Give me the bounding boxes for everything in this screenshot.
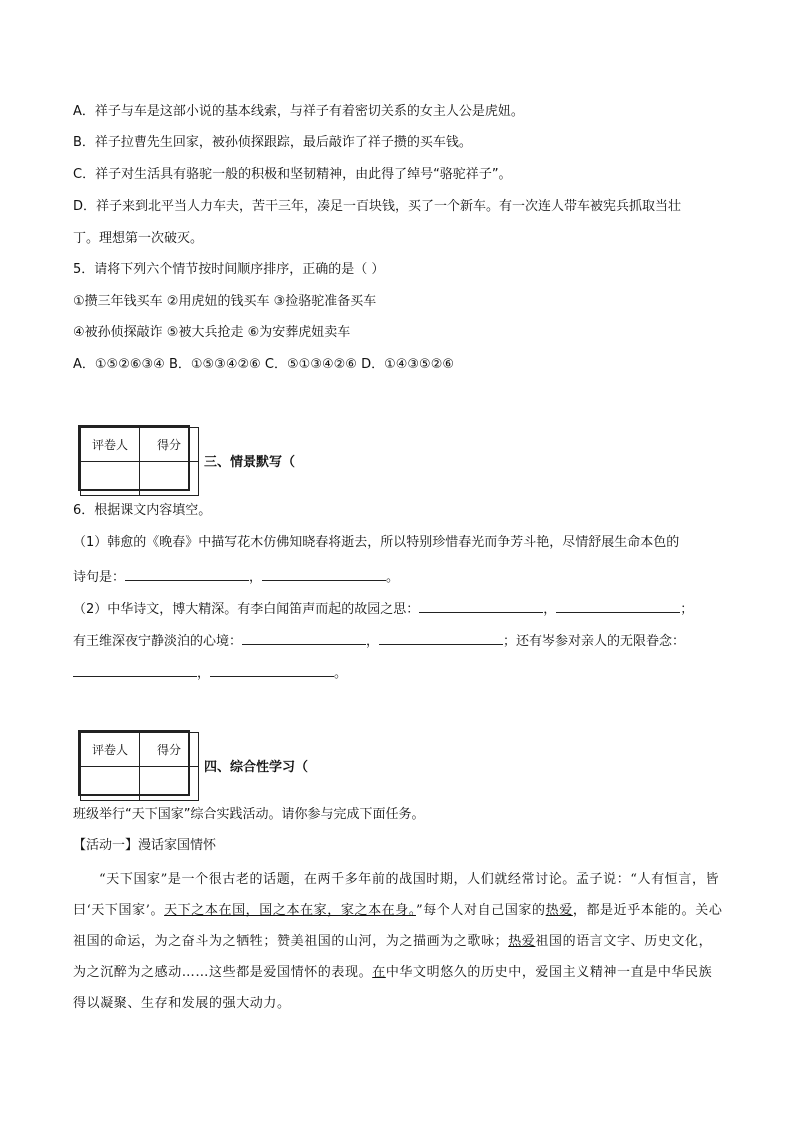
answer-blank-6[interactable] bbox=[379, 630, 503, 645]
passage-seg7: 祖国的语言文字、历史文化，为之沉醉为之感动……这些都是爱国情怀的表现。 bbox=[73, 934, 713, 980]
score-header: 得分 bbox=[140, 428, 199, 462]
grader-cell[interactable] bbox=[81, 462, 140, 496]
end-mark: 。 bbox=[386, 570, 400, 585]
grader-header: 评卷人 bbox=[81, 733, 140, 767]
reading-passage bbox=[73, 864, 723, 1019]
section4-title: 四、综合性学习（ bbox=[204, 760, 309, 775]
section4-intro: 班级举行“天下国家”综合实践活动。请你参与完成下面任务。 bbox=[73, 807, 425, 822]
answer-blank-5[interactable] bbox=[242, 630, 366, 645]
end-mark: ； bbox=[680, 602, 694, 617]
q6-p2-prefix: （2）中华诗文，博大精深。有李白闻笛声而起的故园之思： bbox=[73, 602, 420, 617]
passage-underlined-word: 热爱 bbox=[545, 903, 573, 918]
q6-p1-line1: （1）韩愈的《晚春》中描写花木仿佛知晓春将逝去，所以特别珍惜春光而争芳斗艳，尽情舒展生命本色的 bbox=[73, 535, 680, 550]
score-cell[interactable] bbox=[140, 767, 199, 801]
answer-blank-3[interactable] bbox=[419, 598, 543, 613]
passage-seg5: ，都是近乎本能的。关心祖国的命运，为之奋斗为之牺牲；赞美祖国的山河，为之描画为之歌咏； bbox=[73, 903, 723, 949]
grader-cell[interactable] bbox=[81, 767, 140, 801]
passage-underlined-word: 热爱 bbox=[508, 934, 536, 949]
answer-blank-2[interactable] bbox=[262, 566, 386, 581]
answer-blank-7[interactable] bbox=[73, 662, 197, 677]
score-table-section4 bbox=[80, 732, 199, 801]
q6-p2-line2-mid: ；还有岑参对亲人的无限眷念： bbox=[503, 634, 686, 649]
q6-stem: 6．根据课文内容填空。 bbox=[73, 503, 212, 518]
q6-p2-line3 bbox=[73, 662, 347, 683]
q5-events-line1: ①攒三年钱买车 ②用虎妞的钱买车 ③捡骆驼准备买车 bbox=[73, 294, 377, 309]
passage-seg3: ”每个人对自己国家的 bbox=[415, 903, 546, 918]
q5-events-line2: ④被孙侦探敲诈 ⑤被大兵抢走 ⑥为安葬虎妞卖车 bbox=[73, 325, 351, 340]
q6-p2-line2 bbox=[73, 630, 685, 651]
q6-p1-prefix: 诗句是： bbox=[73, 570, 126, 585]
grader-header: 评卷人 bbox=[81, 428, 140, 462]
activity-heading: 【活动一】漫话家国情怀 bbox=[73, 838, 217, 853]
q4-option-c: C．祥子对生活具有骆驼一般的积极和坚韧精神，由此得了绰号“骆驼祥子”。 bbox=[73, 167, 512, 182]
separator: ， bbox=[197, 666, 211, 681]
q4-option-d-line1: D．祥子来到北平当人力车夫，苦干三年，凑足一百块钱，买了一个新车。有一次连人带车被宪兵抓取当壮 bbox=[73, 199, 682, 214]
score-header: 得分 bbox=[140, 733, 199, 767]
separator: ， bbox=[249, 570, 263, 585]
separator: ， bbox=[543, 602, 557, 617]
end-mark: 。 bbox=[334, 666, 348, 681]
q6-p2-line1 bbox=[73, 598, 693, 619]
passage-underlined-quote: 天下之本在国，国之本在家，家之本在身。 bbox=[164, 903, 416, 918]
passage-seg1: “天下国家”是一个很古老的话题，在两千多年前的战国时期，人们就经常讨论。孟子说：“人有恒言，皆曰‘天下国家’。 bbox=[73, 872, 720, 918]
q5-stem: 5．请将下列六个情节按时间顺序排序，正确的是（ ） bbox=[73, 262, 385, 277]
q4-option-a: A．祥子与车是这部小说的基本线索，与祥子有着密切关系的女主人公是虎妞。 bbox=[73, 104, 524, 119]
q6-p2-line2-prefix: 有王维深夜宁静淡泊的心境： bbox=[73, 634, 243, 649]
q4-option-b: B．祥子拉曹先生回家，被孙侦探跟踪，最后敲诈了祥子攒的买车钱。 bbox=[73, 135, 472, 150]
section3-title: 三、情景默写（ bbox=[204, 455, 296, 470]
q5-choices: A．①⑤②⑥③④ B．①⑤③④②⑥ C．⑤①③④②⑥ D．①④③⑤②⑥ bbox=[73, 357, 454, 372]
passage-underlined-char: 在 bbox=[372, 965, 386, 980]
separator: ， bbox=[366, 634, 380, 649]
answer-blank-1[interactable] bbox=[125, 566, 249, 581]
score-cell[interactable] bbox=[140, 462, 199, 496]
passage-seg9: 中华文明悠久的历史中，爱国主义精神一直是中华民族得以凝聚、生存和发展的强大动力。 bbox=[73, 965, 713, 1011]
score-table-section3 bbox=[80, 427, 199, 496]
answer-blank-8[interactable] bbox=[210, 662, 334, 677]
q6-p1-line2 bbox=[73, 566, 399, 587]
q4-option-d-line2: 丁。理想第一次破灭。 bbox=[73, 231, 204, 246]
answer-blank-4[interactable] bbox=[556, 598, 680, 613]
